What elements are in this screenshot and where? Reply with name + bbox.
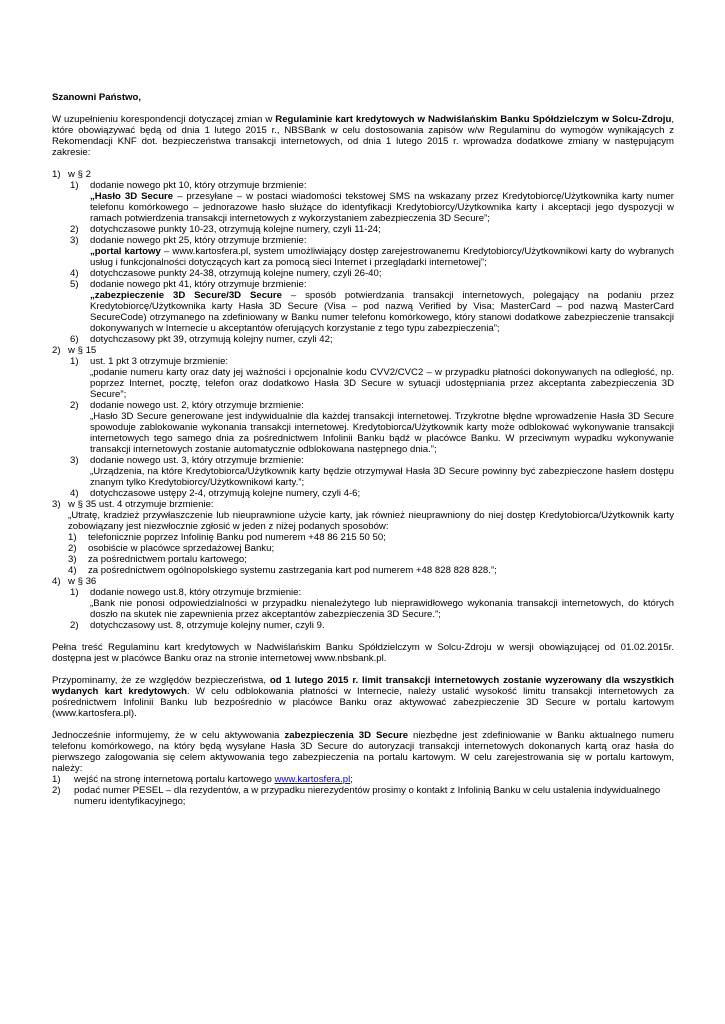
quote-term: „portal kartowy	[90, 246, 161, 257]
item-number: 4)	[70, 488, 79, 499]
section-title: w § 15	[68, 345, 97, 356]
item-quote	[90, 246, 674, 268]
item-number: 4)	[70, 268, 79, 279]
inform-bold: zabezpieczenia 3D Secure	[284, 730, 409, 741]
item-number: 6)	[70, 334, 79, 345]
quote-definition: – przesyłane – w postaci wiadomości tekstowej SMS na wskazany przez Kredytobiorcę/Użytkownika karty numer telefonu komórkowego – jednorazowe hasło służące do identyfikacji Kredytobiorcy/Użytkownika karty i akceptacji jego dyspozycji w ramach potwierdzenia transakcji internetowych z wykorzystaniem zabezpieczenia 3D Secure”;	[90, 191, 674, 224]
section-title: w § 36	[68, 576, 97, 587]
item-text: dotychczasowy pkt 39, otrzymują kolejny numer, czyli 42;	[90, 334, 333, 345]
item-text	[74, 774, 674, 785]
item-number: 2)	[70, 224, 79, 235]
section-number: 1)	[52, 169, 61, 180]
item-number: 2)	[70, 400, 79, 411]
reminder-text-2: . W celu odblokowania płatności w Internecie, należy ustalić wysokość limitu transakcji internetowych za pośrednictwem Infolinii Banku lub bezpośrednio w placówce Banku oraz aktywować zabezpieczenie 3D Secure w portalu kartowym (www.kartosfera.pl).	[52, 686, 674, 719]
list-item	[52, 785, 674, 807]
intro-paragraph	[52, 114, 674, 158]
reminder-text-1: Przypominamy, że ze względów bezpieczeństwa,	[52, 675, 270, 686]
item-quote: „podanie numeru karty oraz daty jej ważności i opcjonalnie kodu CVV2/CVC2 – w przypadku płatności dokonywanych na odległość, np. poprzez Internet, pocztę, telefon oraz dodatkowo Hasła 3D Secure w sytuacji udostępniania przez akceptanta zabezpieczenia 3D Secure”;	[90, 367, 674, 400]
list-item	[70, 400, 674, 455]
reminder-paragraph	[52, 675, 674, 719]
item-number: 2)	[68, 543, 77, 554]
item-text: osobiście w placówce sprzedażowej Banku;	[88, 543, 275, 554]
list-item	[68, 554, 674, 565]
item-text: telefonicznie poprzez Infolinię Banku pod numerem +48 86 215 50 50;	[88, 532, 386, 543]
list-item	[70, 488, 674, 499]
item-text: dodanie nowego pkt 10, który otrzymuje brzmienie:	[90, 180, 307, 191]
list-item	[70, 587, 674, 620]
item-number: 1)	[70, 356, 79, 367]
item-text: dotychczasowe punkty 24-38, otrzymują kolejne numery, czyli 26-40;	[90, 268, 382, 279]
item-quote: „Hasło 3D Secure generowane jest indywidualnie dla każdej transakcji internetowej. Trzykrotne błędne wprowadzenie Hasła 3D Secure spowoduje zablokowanie wykonania transakcji internetowej. Kredytobiorca/Użytkownik karty może odblokować wykonywanie transakcji internetowych tego samego dnia za pośrednictwem Infolinii Banku bądź w placówce Banku. W przeciwnym wypadku wykonywanie transakcji internetowych zostanie automatycznie odblokowana następnego dnia.”;	[90, 411, 674, 455]
section-quote: „Utratę, kradzież przywłaszczenie lub nieuprawnione użycie karty, jak również nieuprawniony do niej dostęp Kredytobiorca/Użytkownik karty zobowiązany jest niezwłocznie zgłosić w jeden z niżej podanych sposobów:	[68, 510, 674, 532]
list-item	[68, 543, 674, 554]
item-text-post: ;	[350, 774, 353, 785]
list-item	[70, 268, 674, 279]
item-text: dotychczasowe punkty 10-23, otrzymują kolejne numery, czyli 11-24;	[90, 224, 381, 235]
item-number: 3)	[68, 554, 77, 565]
list-item	[70, 180, 674, 224]
greeting: Szanowni Państwo,	[52, 92, 142, 103]
item-quote: „Urządzenia, na które Kredytobiorca/Użytkownik karty będzie otrzymywał Hasła 3D Secure powinny być zabezpieczone hasłem dostępu znanym tylko Kredytobiorcy/Użytkownikowi karty.”;	[90, 466, 674, 488]
section-1	[52, 169, 674, 180]
item-text-pre: wejść na stronę internetową portalu kartowego	[74, 774, 275, 785]
reminder-bold: od 1 lutego 2015 r. limit transakcji internetowych zostanie wyzerowany dla wszystkich wydanych kart kredytowych	[52, 675, 674, 697]
item-number: 1)	[68, 532, 77, 543]
item-quote	[90, 191, 674, 224]
list-item	[70, 235, 674, 268]
quote-term: „zabezpieczenie 3D Secure/3D Secure	[90, 290, 282, 301]
section-title: w § 2	[68, 169, 91, 180]
list-item	[70, 455, 674, 488]
quote-definition: – sposób potwierdzania transakcji internetowych, polegający na podaniu przez Kredytobiorcę/Użytkownika karty Hasła 3D Secure (Visa – pod nazwą Verified by Visa; MasterCard – pod nazwą MasterCard SecureCode) otrzymanego na zdefiniowany w Banku numer telefonu komórkowego, który stanowi dodatkowe zabezpieczenie transakcji dokonywanych w Internecie u akceptantów oferujących korzystanie z tego typu zabezpieczenia”;	[90, 290, 674, 334]
section-title: w § 35 ust. 4 otrzymuje brzmienie:	[68, 499, 214, 510]
item-number: 2)	[52, 785, 61, 796]
section-2	[52, 345, 674, 356]
section-3	[52, 499, 674, 510]
item-number: 4)	[68, 565, 77, 576]
list-item	[70, 620, 674, 631]
list-item	[70, 334, 674, 345]
item-text: za pośrednictwem ogólnopolskiego systemu zastrzegania kart pod numerem +48 828 828 828.”;	[88, 565, 497, 576]
section-number: 3)	[52, 499, 61, 510]
list-item	[70, 356, 674, 400]
section-number: 4)	[52, 576, 61, 587]
item-text: dodanie nowego pkt 25, który otrzymuje brzmienie:	[90, 235, 307, 246]
full-text-paragraph: Pełna treść Regulaminu kart kredytowych w Nadwiślańskim Banku Spółdzielczym w Solcu-Zdroju w wersji obowiązującej od 01.02.2015r. dostępna jest w placówce Banku oraz na stronie internetowej www.nbsbank.pl.	[52, 642, 674, 664]
item-number: 3)	[70, 235, 79, 246]
section-number: 2)	[52, 345, 61, 356]
item-number: 3)	[70, 455, 79, 466]
inform-text-1: Jednocześnie informujemy, że w celu aktywowania	[52, 730, 285, 741]
quote-term: „Hasło 3D Secure	[90, 191, 174, 202]
item-text: dotychczasowy ust. 8, otrzymuje kolejny numer, czyli 9.	[90, 620, 325, 631]
inform-text-2: niezbędne jest zdefiniowanie w Banku aktualnego numeru telefonu komórkowego, na który będą wysyłane Hasła 3D Secure do autoryzacji transakcji internetowych dokonanych kartą oraz hasła do pierwszego zalogowania się celem aktywowania tego zabezpieczenia na portalu kartowym. W celu zarejestrowania się w portalu kartowym, należy:	[52, 730, 674, 774]
item-number: 5)	[70, 279, 79, 290]
letter-page	[52, 92, 674, 807]
list-item	[68, 565, 674, 576]
item-text: dodanie nowego pkt 41, który otrzymuje brzmienie:	[90, 279, 307, 290]
list-item	[52, 774, 674, 785]
item-text: podać numer PESEL – dla rezydentów, a w przypadku nierezydentów prosimy o kontakt z Infolinią Banku w celu ustalenia indywidualnego numeru identyfikacyjnego;	[74, 785, 661, 807]
item-number: 2)	[70, 620, 79, 631]
item-text: za pośrednictwem portalu kartowego;	[88, 554, 247, 565]
item-number: 1)	[70, 587, 79, 598]
item-number: 1)	[70, 180, 79, 191]
list-item	[70, 279, 674, 334]
item-text: dodanie nowego ust.8, który otrzymuje brzmienie:	[90, 587, 302, 598]
list-item	[70, 224, 674, 235]
item-text: dodanie nowego ust. 3, który otrzymuje brzmienie:	[90, 455, 304, 466]
item-text: ust. 1 pkt 3 otrzymuje brzmienie:	[90, 356, 229, 367]
intro-bold: Regulaminie kart kredytowych w Nadwiślańskim Banku Spółdzielczym w Solcu-Zdroju	[275, 114, 672, 125]
intro-text-1: W uzupełnieniu korespondencji dotyczącej zmian w	[52, 114, 276, 125]
item-quote	[90, 290, 674, 334]
list-item	[68, 532, 674, 543]
section-4	[52, 576, 674, 587]
item-text: dotychczasowe ustępy 2-4, otrzymują kolejne numery, czyli 4-6;	[90, 488, 361, 499]
item-quote: „Bank nie ponosi odpowiedzialności w przypadku nienależytego lub nieprawidłowego wykonania transakcji internetowych, do których doszło na skutek nie zapewnienia przez akceptantów zabezpieczenia 3D Secure.”;	[90, 598, 674, 620]
item-text: dodanie nowego ust. 2, który otrzymuje brzmienie:	[90, 400, 304, 411]
quote-definition: – www.kartosfera.pl, system umożliwiający dostęp zarejestrowanemu Kredytobiorcy/Użytkownikowi karty do wybranych usług i funkcjonalności dotyczących kart za pomocą sieci Internet i przeglądarki internetowej”;	[90, 246, 674, 268]
inform-paragraph	[52, 730, 674, 774]
intro-text-2: , które obowiązywać będą od dnia 1 lutego 2015 r., NBSBank w celu dostosowania zapisów w/w Regulaminu do wymogów wynikających z Rekomendacji KNF dot. bezpieczeństwa transakcji internetowych, od dnia 1 lutego 2015 r. wprowadza dodatkowe zmiany w następującym zakresie:	[52, 114, 674, 158]
kartosfera-link[interactable]: www.kartosfera.pl	[274, 774, 351, 785]
item-number: 1)	[52, 774, 61, 785]
